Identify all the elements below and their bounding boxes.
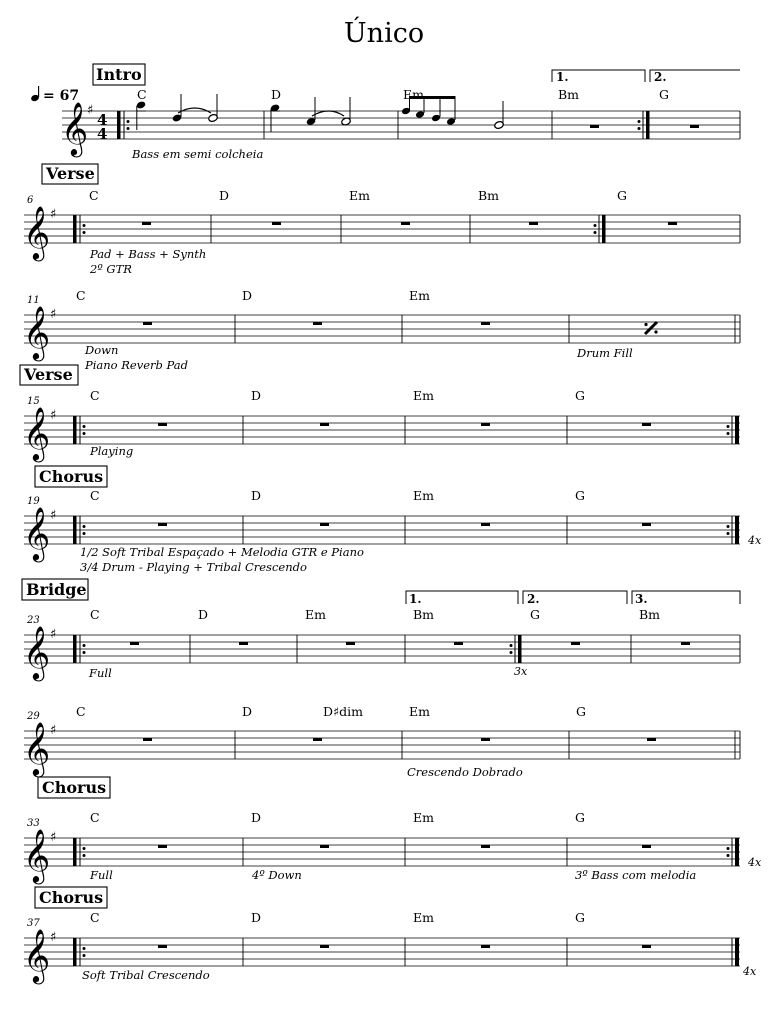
svg-text:Chorus: Chorus xyxy=(42,778,107,797)
sharp-icon: ♯ xyxy=(50,830,57,845)
rehearsal-mark xyxy=(35,887,107,908)
staff xyxy=(24,315,740,343)
treble-clef-icon: 𝄞 xyxy=(23,205,51,259)
sharp-icon: ♯ xyxy=(50,627,57,642)
system-verse-15 xyxy=(20,365,740,462)
sharp-icon: ♯ xyxy=(50,508,57,523)
whole-rest xyxy=(681,642,690,645)
rehearsal-mark xyxy=(35,466,107,487)
svg-text:3.: 3. xyxy=(635,592,648,606)
repeat-count: 4x xyxy=(748,534,762,547)
volta-bracket xyxy=(406,591,740,606)
chord-symbol: Em xyxy=(349,188,370,203)
whole-rest xyxy=(239,642,248,645)
sharp-icon: ♯ xyxy=(50,207,57,222)
chord-symbol: D xyxy=(251,388,262,403)
performance-note: Piano Reverb Pad xyxy=(85,358,188,372)
performance-note: Full xyxy=(90,868,113,882)
sharp-icon: ♯ xyxy=(50,307,57,322)
whole-rest xyxy=(143,738,152,741)
chord-symbol: C xyxy=(90,488,100,503)
chord-symbol: G xyxy=(575,910,585,925)
whole-rest xyxy=(642,423,651,426)
chord-symbol: Bm xyxy=(639,607,661,622)
svg-text:Bridge: Bridge xyxy=(26,580,87,599)
treble-clef-icon: 𝄞 xyxy=(23,828,51,882)
svg-text:1.: 1. xyxy=(556,70,569,84)
system-29 xyxy=(23,704,740,779)
chord-symbol: D xyxy=(198,607,209,622)
chord-symbol: Em xyxy=(413,488,434,503)
time-signature-top: 4 xyxy=(97,111,108,129)
measure-repeat-icon xyxy=(644,322,657,334)
performance-note: 2º GTR xyxy=(90,262,132,276)
measure-number: 15 xyxy=(27,396,40,407)
staff xyxy=(62,111,740,139)
chord-symbol: Em xyxy=(409,704,430,719)
treble-clef-icon: 𝄞 xyxy=(23,305,51,359)
performance-note: 4º Down xyxy=(252,868,302,882)
chord-symbol: D xyxy=(251,810,262,825)
volta-bracket xyxy=(552,70,740,84)
whole-rest xyxy=(690,125,699,128)
whole-rest xyxy=(401,222,410,225)
system-chorus-37 xyxy=(23,887,757,984)
chord-symbol: C xyxy=(90,388,100,403)
chord-symbol: C xyxy=(76,288,86,303)
staff xyxy=(24,938,740,966)
staff xyxy=(24,838,740,866)
svg-text:Chorus: Chorus xyxy=(39,888,104,907)
whole-rest xyxy=(272,222,281,225)
treble-clef-icon: 𝄞 xyxy=(23,928,51,982)
repeat-count: 3x xyxy=(514,665,528,678)
treble-clef-icon: 𝄞 xyxy=(61,101,89,155)
chord-symbol: C xyxy=(90,810,100,825)
system-11 xyxy=(23,288,740,372)
system-bridge-23 xyxy=(22,579,740,681)
sharp-icon: ♯ xyxy=(50,408,57,423)
chord-symbol: C xyxy=(90,607,100,622)
chord-symbol: Em xyxy=(413,388,434,403)
chord-symbol: D xyxy=(251,910,262,925)
chord-symbol: D xyxy=(251,488,262,503)
performance-note: 3º Bass com melodia xyxy=(575,868,697,882)
sharp-icon: ♯ xyxy=(87,103,94,118)
chord-symbol: D xyxy=(242,704,253,719)
chord-symbol: C xyxy=(89,188,99,203)
whole-rest xyxy=(320,845,329,848)
chord-symbol: C xyxy=(90,910,100,925)
measure-number: 11 xyxy=(27,295,40,306)
whole-rest xyxy=(130,642,139,645)
chord-symbol: G xyxy=(575,810,585,825)
staff xyxy=(24,731,740,759)
performance-note: Crescendo Dobrado xyxy=(407,765,523,779)
performance-note: 1/2 Soft Tribal Espaçado + Melodia GTR e Piano xyxy=(80,545,364,559)
rehearsal-mark xyxy=(20,365,78,385)
whole-rest xyxy=(320,423,329,426)
chord-symbol: G xyxy=(575,388,585,403)
chord-symbol: G xyxy=(575,488,585,503)
rehearsal-mark xyxy=(42,164,98,184)
performance-note: Bass em semi colcheia xyxy=(132,147,264,161)
performance-note: Full xyxy=(89,666,112,680)
repeat-count: 4x xyxy=(748,856,762,869)
treble-clef-icon: 𝄞 xyxy=(23,406,51,460)
whole-rest xyxy=(647,738,656,741)
whole-rest xyxy=(454,642,463,645)
whole-rest xyxy=(481,738,490,741)
whole-rest xyxy=(346,642,355,645)
whole-rest xyxy=(642,845,651,848)
sharp-icon: ♯ xyxy=(50,723,57,738)
performance-note: 3/4 Drum - Playing + Tribal Crescendo xyxy=(80,560,307,574)
chord-symbol: Em xyxy=(305,607,326,622)
whole-rest xyxy=(481,945,490,948)
performance-note: Drum Fill xyxy=(577,346,633,360)
notes-measure-2 xyxy=(270,97,351,132)
time-signature-bottom: 4 xyxy=(97,125,108,143)
performance-note: Soft Tribal Crescendo xyxy=(82,968,210,982)
treble-clef-icon: 𝄞 xyxy=(23,721,51,775)
whole-rest xyxy=(158,945,167,948)
rehearsal-mark xyxy=(22,579,88,600)
song-title: Único xyxy=(343,18,425,49)
whole-rest xyxy=(571,642,580,645)
chord-symbol: D xyxy=(271,87,282,102)
treble-clef-icon: 𝄞 xyxy=(23,506,51,560)
performance-note: Down xyxy=(85,343,119,357)
system-intro xyxy=(61,64,740,161)
chord-symbol: C xyxy=(137,87,147,102)
whole-rest xyxy=(142,222,151,225)
whole-rest xyxy=(481,423,490,426)
performance-note: Playing xyxy=(90,444,134,458)
measure-number: 19 xyxy=(27,496,40,507)
whole-rest xyxy=(313,322,322,325)
whole-rest xyxy=(668,222,677,225)
system-verse-6 xyxy=(23,164,740,276)
whole-rest xyxy=(481,523,490,526)
whole-rest xyxy=(590,125,599,128)
whole-rest xyxy=(158,845,167,848)
chord-symbol: G xyxy=(617,188,627,203)
sharp-icon: ♯ xyxy=(50,930,57,945)
whole-rest xyxy=(642,523,651,526)
chord-symbol: C xyxy=(76,704,86,719)
measure-number: 23 xyxy=(27,615,40,626)
svg-text:Intro: Intro xyxy=(96,65,142,84)
rehearsal-mark xyxy=(93,64,145,85)
chord-symbol: Em xyxy=(413,810,434,825)
staff xyxy=(24,215,740,243)
chord-symbol: D xyxy=(219,188,230,203)
measure-number: 29 xyxy=(27,711,40,722)
measure-number: 33 xyxy=(27,818,40,829)
staff xyxy=(24,516,740,544)
repeat-count: 4x xyxy=(743,965,757,978)
svg-text:2.: 2. xyxy=(527,592,540,606)
system-chorus-19 xyxy=(23,466,762,574)
whole-rest xyxy=(320,523,329,526)
whole-rest xyxy=(642,945,651,948)
chord-symbol: G xyxy=(659,87,669,102)
svg-text:Verse: Verse xyxy=(24,365,73,384)
chord-symbol: Em xyxy=(413,910,434,925)
chord-symbol: Em xyxy=(403,87,424,102)
chord-symbol: G xyxy=(530,607,540,622)
whole-rest xyxy=(320,945,329,948)
whole-rest xyxy=(481,322,490,325)
whole-rest xyxy=(158,423,167,426)
staff xyxy=(24,416,740,444)
performance-note: Pad + Bass + Synth xyxy=(90,247,207,261)
chord-symbol: Em xyxy=(409,288,430,303)
svg-text:2.: 2. xyxy=(654,70,667,84)
chord-symbol: Bm xyxy=(478,188,500,203)
whole-rest xyxy=(529,222,538,225)
svg-text:Verse: Verse xyxy=(46,164,95,183)
tempo-value: = 67 xyxy=(43,88,80,104)
chord-symbol: D xyxy=(242,288,253,303)
whole-rest xyxy=(143,322,152,325)
whole-rest xyxy=(481,845,490,848)
staff xyxy=(24,635,740,663)
whole-rest xyxy=(313,738,322,741)
chord-symbol: Bm xyxy=(413,607,435,622)
measure-number: 37 xyxy=(27,918,40,929)
svg-text:Chorus: Chorus xyxy=(39,467,104,486)
whole-rest xyxy=(158,523,167,526)
chord-symbol: D♯dim xyxy=(323,704,363,719)
rehearsal-mark xyxy=(38,777,110,798)
measure-number: 6 xyxy=(27,195,34,206)
chord-symbol: Bm xyxy=(558,87,580,102)
quarter-note-icon xyxy=(30,86,40,102)
svg-text:1.: 1. xyxy=(409,592,422,606)
treble-clef-icon: 𝄞 xyxy=(23,625,51,679)
chord-symbol: G xyxy=(576,704,586,719)
system-chorus-33 xyxy=(23,777,762,884)
